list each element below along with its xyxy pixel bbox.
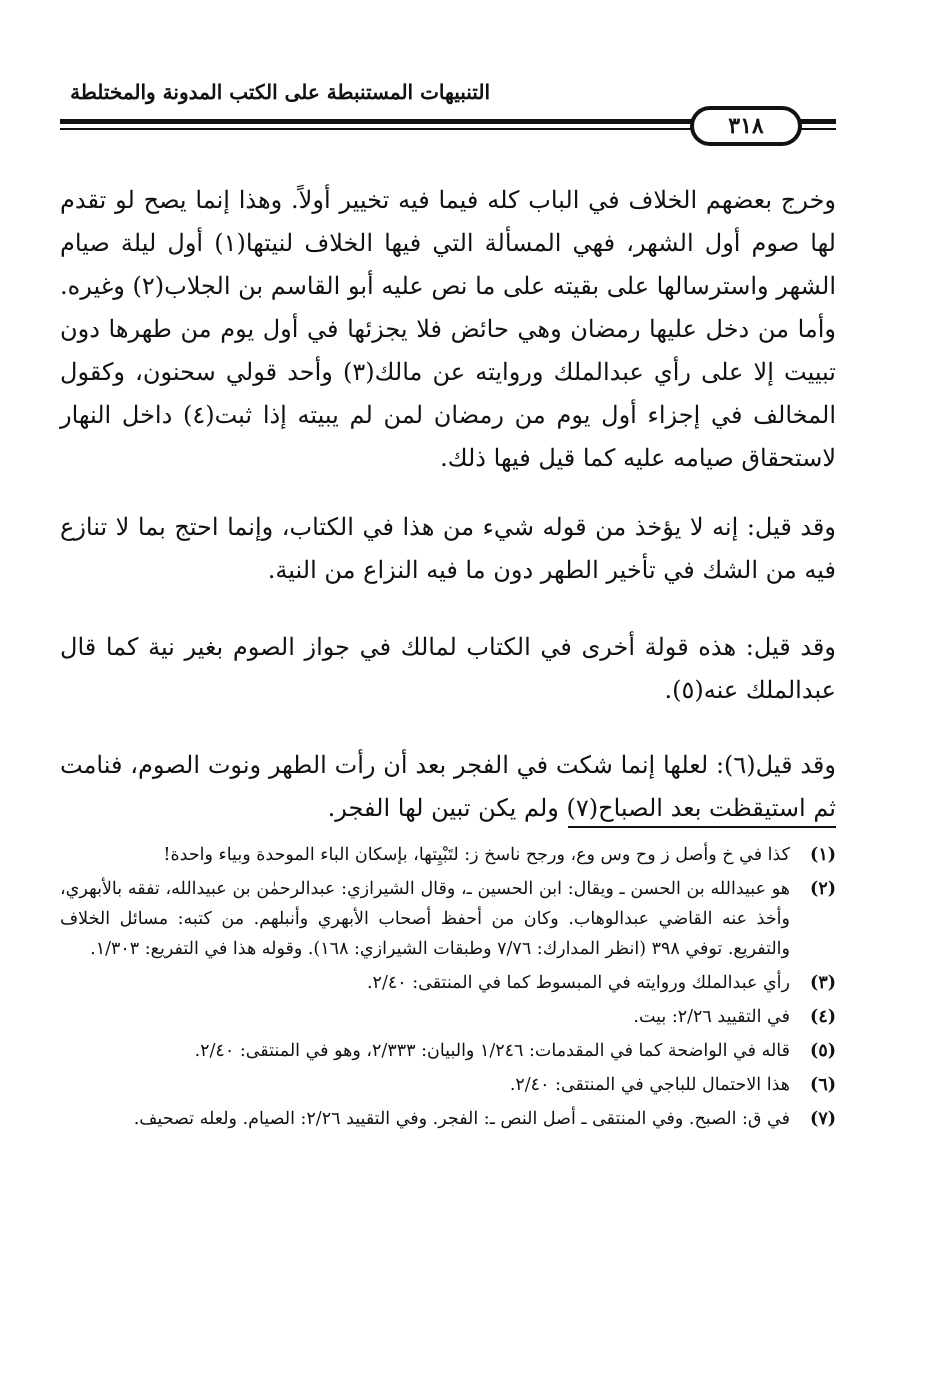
footnote-number: (٦) [810, 1075, 836, 1095]
footnote [60, 874, 836, 964]
body-paragraph: وخرج بعضهم الخلاف في الباب كله فيما فيه تخيير أولاً. وهذا إنما يصح لو تقدم لها صوم أول الشهر، فهي المسألة التي فيها الخلاف لنيتها(١) أول ليلة صيام الشهر واسترسالها على بقيته على ما نص عليه أبو القاسم بن الجلاب(٢) وغيره. وأما من دخل عليها رمضان وهي حائض فلا يجزئها في أول يوم من طهرها دون تبييت إلا على رأي عبدالملك وروايته عن مالك(٣) وأحد قولي سحنون، وكقول المخالف في إجزاء أول يوم من رمضان لمن لم يبيته إذا ثبت(٤) داخل النهار لاستحقاق صيامه عليه كما قيل فيها ذلك. [60, 186, 836, 472]
footnote-text: في ق: الصبح. وفي المنتقى ـ أصل النص ـ: الفجر. وفي التقييد ٢/٢٦: الصيام. ولعله تصحيف. [133, 1109, 790, 1129]
footnote-text: هو عبيدالله بن الحسن ـ ويقال: ابن الحسين ـ، وقال الشيرازي: عبدالرحمٰن بن عبيدالله، تفقه بالأبهري، وأخذ عنه القاضي عبدالوهاب. وكان من أحفظ أصحاب الأبهري وأنبلهم. من كتبه: مسائل الخلاف والتفريع. توفي ٣٩٨ (انظر المدارك: ٧/٧٦ وطبقات الشيرازي: ١٦٨). وقوله هذا في التفريع: ١/٣٠٣. [60, 879, 790, 959]
footnote [60, 1036, 836, 1066]
running-header-title: التنبيهات المستنبطة على الكتب المدونة والمختلطة [70, 80, 490, 104]
footnote [60, 968, 836, 998]
footnote [60, 1002, 836, 1032]
footnote-number: (٧) [810, 1109, 836, 1129]
footnote-text: في التقييد ٢/٢٦: بيت. [633, 1007, 790, 1027]
footnote-number: (٥) [810, 1041, 836, 1061]
footnote-number: (٣) [810, 973, 836, 993]
footnotes [60, 840, 836, 1138]
page-number-badge [690, 106, 802, 146]
footnote-number: (٤) [810, 1007, 836, 1027]
footnote-text: رأي عبدالملك وروايته في المبسوط كما في المنتقى: ٢/٤٠. [366, 973, 790, 993]
footnote [60, 840, 836, 870]
body-paragraph: وقد قيل: إنه لا يؤخذ من قوله شيء من هذا في الكتاب، وإنما احتج بما لا تنازع فيه من الشك في تأخير الطهر دون ما فيه النزاع من النية. [60, 513, 836, 584]
footnote-text: قاله في الواضحة كما في المقدمات: ١/٢٤٦ والبيان: ٢/٣٣٣، وهو في المنتقى: ٢/٤٠. [194, 1041, 790, 1061]
footnote-separator [568, 826, 836, 828]
footnote-number: (١) [810, 845, 836, 865]
body-paragraph: وقد قيل(٦): لعلها إنما شكت في الفجر بعد أن رأت الطهر ونوت الصوم، فنامت ثم استيقظت بعد الصباح(٧) ولم يكن تبين لها الفجر. [60, 751, 836, 822]
page-number: ٣١٨ [728, 113, 764, 139]
footnote [60, 1070, 836, 1100]
footnote-text: هذا الاحتمال للباجي في المنتقى: ٢/٤٠. [509, 1075, 790, 1095]
footnote-text: كذا في خ وأصل ز وح وس وع، ورجح ناسخ ز: لتَبْيِتها، بإسكان الباء الموحدة وبياء واحدة! [163, 845, 790, 865]
body-paragraph: وقد قيل: هذه قولة أخرى في الكتاب لمالك في جواز الصوم بغير نية كما قال عبدالملك عنه(٥). [60, 633, 836, 704]
footnote [60, 1104, 836, 1134]
footnote-number: (٢) [810, 879, 836, 899]
